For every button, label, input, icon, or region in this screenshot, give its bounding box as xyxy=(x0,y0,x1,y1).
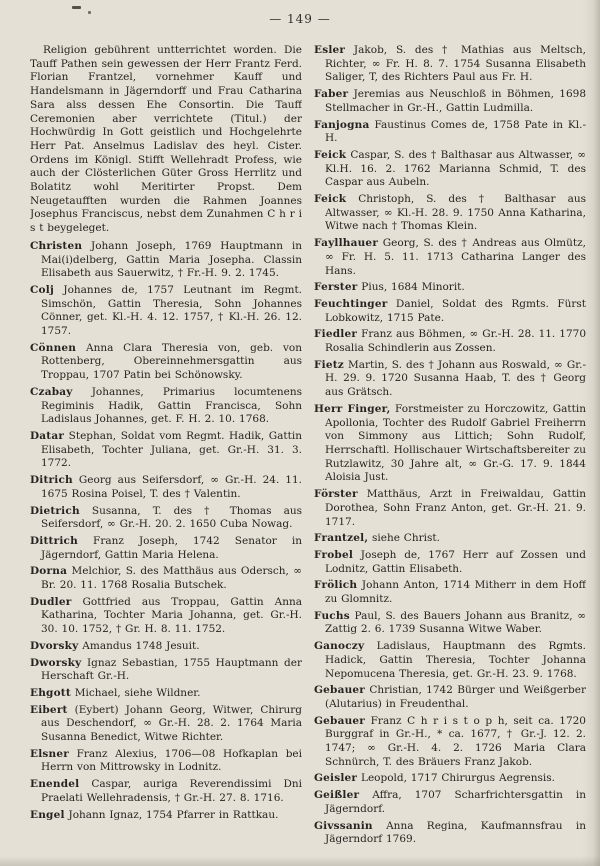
register-entry: Frantzel, siehe Christ. xyxy=(314,532,440,545)
register-entry: Colj Johannes de, 1757 Leutnant im Regmt. Simschön, Gattin Theresia, Sohn Johannes Cönner, get. Kl.-H. 4. 12. 1757, † Kl.-H. 26. 12. 1757. xyxy=(30,283,302,338)
continuation-paragraph: Religion gebührent untterrichtet worden. Die Tauff Pathen sein gewessen der Herr Frantz Ferd. Florian Frantzel, vornehmer Kauff und Handelsmann in Jägerndorff und Frau Catharina Sara alss dessen Ehe Consortin. Die Tauff Ceremonien aber verrichtete (Titul.) der Hochwürdig In Gott geistlich und Hochgelehrte Herr Pat. Anselmus Ladislav des heyl. Cister. Ordens im Königl. Stifft Wellehradt Profess, wie auch der Clösterlichen Güter Gross Herrlitz und Bolatitz wohl Meritirter Propst. Dem Neugetaufften wurden die Rahmen Joannes Josephus Franciscus, nebst dem Zunahmen C h r i s t beygeleget. xyxy=(30,44,302,235)
scan-speck xyxy=(72,6,81,9)
register-entry: Feuchtinger Daniel, Soldat des Rgmts. Fürst Lobkowitz, 1715 Pate. xyxy=(314,297,586,324)
entry-surname: Ehgott xyxy=(30,686,71,699)
register-entry: Faber Jeremias aus Neuschloß in Böhmen, 1698 Stellmacher in Gr.-H., Gattin Ludmilla. xyxy=(314,88,586,114)
register-entry: Czabay Johannes, Primarius locumtenens Regiminis Hadik, Gattin Francisca, Sohn Ladislaus Johannes, get. F. H. 2. 10. 1768. xyxy=(30,385,302,426)
register-entry: Geißler Affra, 1707 Scharfrichtersgattin in Jägerndorf. xyxy=(314,789,586,815)
register-entry: Ehgott Michael, siehe Wildner. xyxy=(30,686,201,699)
entry-surname: Elsner xyxy=(30,747,69,760)
register-entry: Herr Finger, Forstmeister zu Horczowitz, Gattin Apollonia, Tochter des Rudolf Gabriel Freiherrn von Simmony aus Littich; Sohn Rudolf, Herrschaftl. Hollischauer Wirtschaftsbereiter zu Rutzlawitz, 30 Jahre alt, ∞ Gr.-G. 17. 9. 1844 Aloisia Just. xyxy=(314,402,586,484)
entry-surname: Fietz xyxy=(314,358,344,371)
entry-surname: Colj xyxy=(30,283,54,296)
entry-surname: Enendel xyxy=(30,778,80,791)
entry-surname: Gebauer xyxy=(314,714,366,727)
entry-surname: Feick xyxy=(314,148,347,161)
register-entry: Eibert (Eybert) Johann Georg, Witwer, Chirurg aus Deschendorf, ∞ Gr.-H. 28. 2. 1764 Maria Susanna Benedict, Witwe Richter. xyxy=(30,703,302,744)
entry-surname: Dworsky xyxy=(30,656,82,669)
register-entry: Ganoczy Ladislaus, Hauptmann des Rgmts. Hadick, Gattin Theresia, Tochter Johanna Nepomucena Theresia, get. Gr.-H. 23. 9. 1768. xyxy=(314,640,586,680)
register-entry: Förster Matthäus, Arzt in Freiwaldau, Gattin Dorothea, Sohn Franz Anton, get. Gr.-H. 21. 9. 1717. xyxy=(314,488,586,528)
register-entry: Ditrich Georg aus Seifersdorf, ∞ Gr.-H. 24. 11. 1675 Rosina Poisel, T. des † Valentin. xyxy=(30,474,302,500)
register-entry: Fiedler Franz aus Böhmen, ∞ Gr.-H. 28. 11. 1770 Rosalia Schindlerin aus Zossen. xyxy=(314,328,586,355)
register-entry: Feick Caspar, S. des † Balthasar aus Altwasser, ∞ Kl.H. 16. 2. 1762 Marianna Schmid, T. des Caspar aus Aubeln. xyxy=(314,148,586,189)
register-entry: Cönnen Anna Clara Theresia von, geb. von Rottenberg, Obereinnehmersgattin aus Troppau, 1707 Patin bei Schönowsky. xyxy=(30,341,302,382)
entry-surname: Ferster xyxy=(314,281,358,294)
register-entry: Fayllhauer Georg, S. des † Andreas aus Olmütz, ∞ Fr. H. 5. 11. 1713 Catharina Langer des Hans. xyxy=(314,237,586,277)
entry-surname: Dietrich xyxy=(30,504,80,517)
register-entry: Feick Christoph, S. des † Balthasar aus Altwasser, ∞ Kl.-H. 28. 9. 1750 Anna Katharina, Witwe nach † Thomas Klein. xyxy=(314,193,586,233)
register-entry: Dworsky Ignaz Sebastian, 1755 Hauptmann der Herschaft Gr.-H. xyxy=(30,656,302,683)
entry-surname: Dudler xyxy=(30,595,72,608)
register-entry: Dorna Melchior, S. des Matthäus aus Odersch, ∞ Br. 20. 11. 1768 Rosalia Butschek. xyxy=(30,565,302,592)
left-column xyxy=(30,44,302,860)
entry-surname: Faber xyxy=(314,88,349,101)
entry-surname: Ditrich xyxy=(30,474,73,487)
register-entry: Fanjogna Faustinus Comes de, 1758 Pate in Kl.-H. xyxy=(314,118,586,145)
entry-surname: Frobel xyxy=(314,548,354,561)
entry-surname: Frantzel, xyxy=(314,532,369,545)
entry-surname: Dorna xyxy=(30,565,68,578)
register-entry: Frobel Joseph de, 1767 Herr auf Zossen und Lodnitz, Gattin Elisabeth. xyxy=(314,548,586,575)
register-entry: Esler Jakob, S. des † Mathias aus Meltsch, Richter, ∞ Fr. H. 8. 7. 1754 Susanna Elisabeth Saliger, T, des Richters Paul aus Fr. H. xyxy=(314,44,586,84)
register-entry: Datar Stephan, Soldat vom Regmt. Hadik, Gattin Elisabeth, Tochter Juliana, get. Gr.-H. 31. 3. 1772. xyxy=(30,429,302,470)
entry-surname: Fiedler xyxy=(314,328,358,341)
entry-surname: Frölich xyxy=(314,579,358,592)
register-entry: Geisler Leopold, 1717 Chirurgus Aegrensis. xyxy=(314,772,556,785)
register-entry: Enendel Caspar, auriga Reverendissimi Dni Praelati Wellehradensis, † Gr.-H. 27. 8. 1716. xyxy=(30,778,302,804)
entry-surname: Datar xyxy=(30,429,65,442)
entry-surname: Feick xyxy=(314,193,347,206)
register-entry: Frölich Johann Anton, 1714 Mitherr in dem Hoff zu Glomnitz. xyxy=(314,579,586,606)
entry-surname: Geißler xyxy=(314,789,360,802)
entry-surname: Esler xyxy=(314,44,346,56)
register-entry: Ferster Pius, 1684 Minorit. xyxy=(314,281,465,294)
entry-surname: Czabay xyxy=(30,385,73,398)
entry-surname: Eibert xyxy=(30,703,68,716)
right-column xyxy=(314,44,586,860)
entry-surname: Dittrich xyxy=(30,534,78,547)
entry-surname: Geisler xyxy=(314,772,358,785)
left-entries-list xyxy=(30,240,302,822)
register-entry: Dvorsky Amandus 1748 Jesuit. xyxy=(30,639,200,652)
entry-surname: Cönnen xyxy=(30,341,77,354)
entry-surname: Förster xyxy=(314,488,358,501)
entry-surname: Engel xyxy=(30,808,65,821)
register-entry: Fietz Martin, S. des † Johann aus Roswald, ∞ Gr.-H. 29. 9. 1720 Susanna Haab, T. des † Georg aus Grätsch. xyxy=(314,358,586,399)
register-entry: Gebauer Christian, 1742 Bürger und Weißgerber (Alutarius) in Freudenthal. xyxy=(314,684,586,710)
register-entry: Gebauer Franz C h r i s t o p h, seit ca. 1720 Burggraf in Gr.-H., * ca. 1677, † Gr.-J. 12. 2. 1747; ∞ Gr.-H. 4. 2. 1726 Maria Clara Schnürch, T. des Bräuers Franz Jakob. xyxy=(314,714,586,768)
text-columns xyxy=(30,44,586,860)
register-entry: Engel Johann Ignaz, 1754 Pfarrer in Rattkau. xyxy=(30,808,279,821)
entry-surname: Fayllhauer xyxy=(314,237,379,250)
register-entry: Christen Johann Joseph, 1769 Hauptmann in Mai(i)delberg, Gattin Maria Josepha. Classin Elisabeth aus Sauerwitz, † Fr.-H. 9. 2. 1745. xyxy=(30,239,302,280)
register-entry: Givssanin Anna Regina, Kaufmannsfrau in Jägerndorf 1769. xyxy=(314,819,586,846)
entry-surname: Herr Finger, xyxy=(314,402,391,415)
entry-surname: Dvorsky xyxy=(30,639,79,652)
entry-surname: Christen xyxy=(30,239,83,252)
right-entries-list xyxy=(314,44,586,847)
entry-surname: Fuchs xyxy=(314,609,350,622)
register-entry: Dudler Gottfried aus Troppau, Gattin Anna Katharina, Tochter Maria Johanna, get. Gr.-H. 30. 10. 1752, † Gr. H. 8. 11. 1752. xyxy=(30,595,302,636)
register-entry: Elsner Franz Alexius, 1706—08 Hofkaplan bei Herrn von Mittrowsky in Lodnitz. xyxy=(30,747,302,774)
entry-surname: Gebauer xyxy=(314,684,366,697)
entry-surname: Feuchtinger xyxy=(314,297,388,310)
register-entry: Dietrich Susanna, T. des † Thomas aus Seifersdorf, ∞ Gr.-H. 20. 2. 1650 Cuba Nowag. xyxy=(30,504,302,531)
register-entry: Dittrich Franz Joseph, 1742 Senator in Jägerndorf, Gattin Maria Helena. xyxy=(30,534,302,561)
entry-surname: Fanjogna xyxy=(314,118,370,131)
entry-surname: Givssanin xyxy=(314,819,373,832)
entry-surname: Ganoczy xyxy=(314,640,365,653)
page-number: — 149 — xyxy=(269,12,331,26)
register-entry: Fuchs Paul, S. des Bauers Johann aus Branitz, ∞ Zattig 2. 6. 1739 Susanna Witwe Waber. xyxy=(314,609,586,636)
